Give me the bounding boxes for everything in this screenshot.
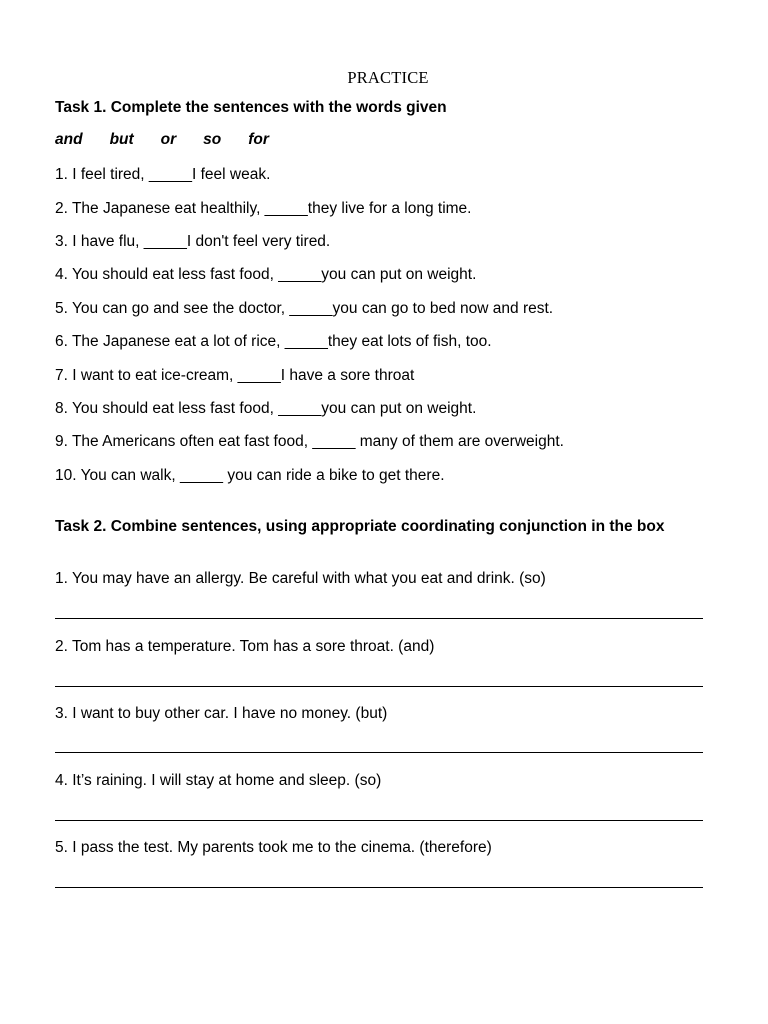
task2-prompt: 5. I pass the test. My parents took me to the cinema. (therefore) [55, 839, 492, 856]
task1-sentence: 5. You can go and see the doctor, _____you can go to bed now and rest. [55, 300, 554, 317]
task1-sentence: 4. You should eat less fast food, _____you can put on weight. [55, 266, 477, 283]
task2-heading: Task 2. Combine sentences, using appropriate coordinating conjunction in the box [55, 518, 665, 535]
word-bank-item: for [248, 131, 269, 148]
task1-sentence: 7. I want to eat ice-cream, _____I have a sore throat [55, 367, 415, 384]
answer-line [55, 618, 703, 619]
task1-sentence: 10. You can walk, _____ you can ride a bike to get there. [55, 467, 445, 484]
task1-heading: Task 1. Complete the sentences with the words given [55, 99, 447, 116]
word-bank-item: or [160, 131, 177, 148]
task1-sentence: 2. The Japanese eat healthily, _____they live for a long time. [55, 200, 472, 217]
word-bank-item: but [109, 131, 134, 148]
task2-prompt: 1. You may have an allergy. Be careful with what you eat and drink. (so) [55, 570, 546, 587]
word-bank-item: so [203, 131, 222, 148]
answer-line [55, 820, 703, 821]
answer-line [55, 887, 703, 888]
task2-prompt: 4. It’s raining. I will stay at home and sleep. (so) [55, 772, 382, 789]
task1-sentence: 8. You should eat less fast food, _____you can put on weight. [55, 400, 477, 417]
task1-sentence: 9. The Americans often eat fast food, _____ many of them are overweight. [55, 433, 564, 450]
task1-sentence: 6. The Japanese eat a lot of rice, _____they eat lots of fish, too. [55, 333, 492, 350]
task1-sentence: 3. I have flu, _____I don't feel very tired. [55, 233, 331, 250]
answer-line [55, 752, 703, 753]
word-bank-item: and [55, 131, 83, 148]
task2-prompt: 2. Tom has a temperature. Tom has a sore throat. (and) [55, 638, 435, 655]
answer-line [55, 686, 703, 687]
task1-sentence: 1. I feel tired, _____I feel weak. [55, 166, 271, 183]
page-title: PRACTICE [347, 68, 429, 87]
word-bank [55, 131, 296, 149]
task2-prompt: 3. I want to buy other car. I have no money. (but) [55, 705, 388, 722]
